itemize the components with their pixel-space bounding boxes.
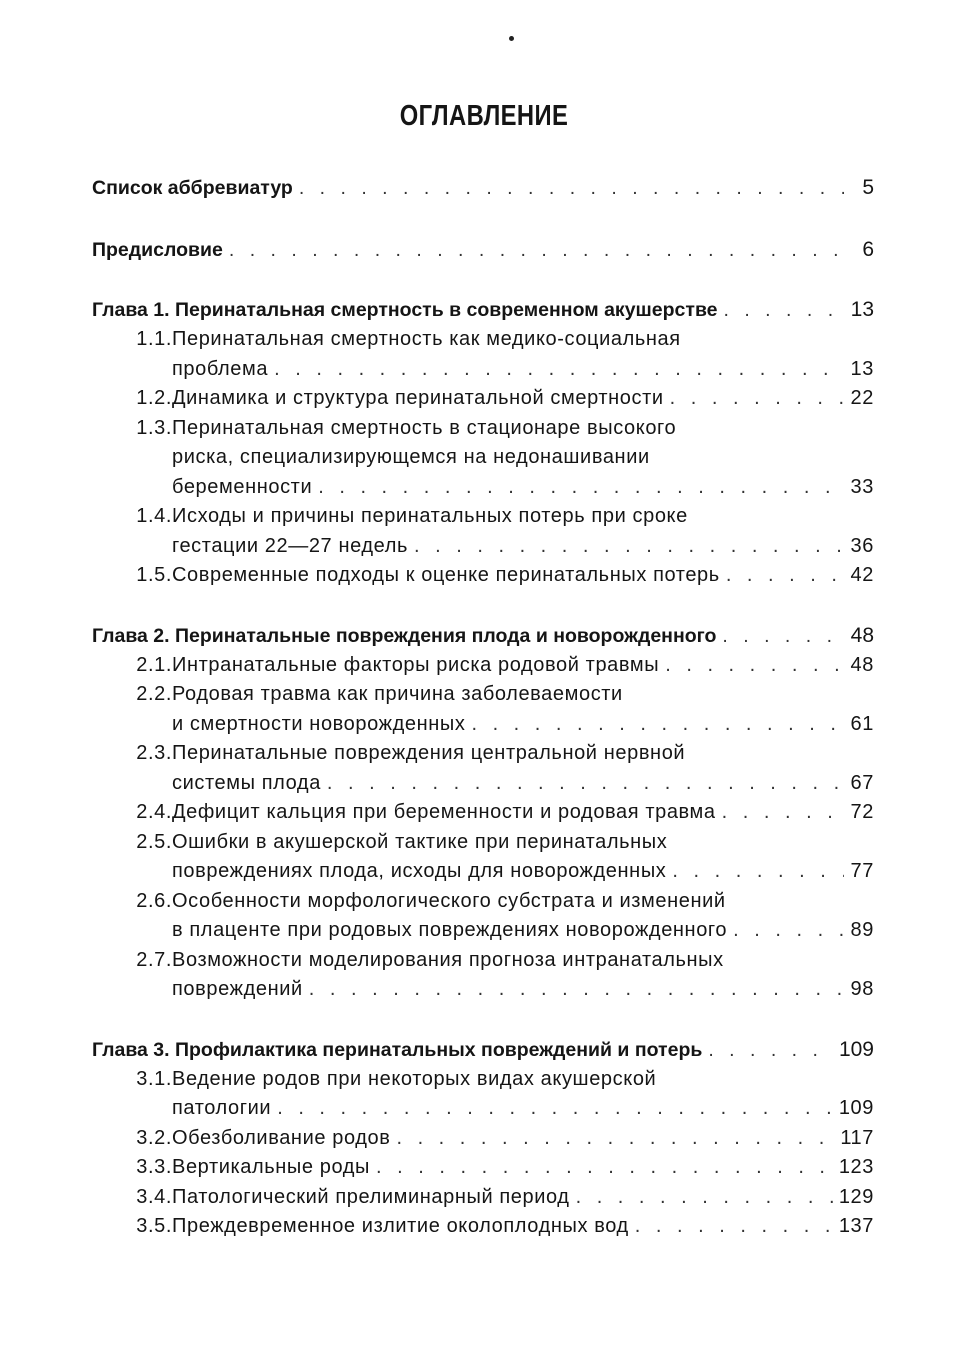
toc-page-number: 61 [850,712,874,735]
dot-leader [635,1212,833,1242]
dot-leader [274,355,844,385]
section-number: 2.7. [136,948,172,971]
toc-section-1-3[interactable] [92,414,874,503]
toc-entry-title: Глава 3. Профилактика перинатальных повреждений и потерь [92,1038,703,1061]
toc-page-number: 36 [850,534,874,557]
toc-page-number: 77 [850,860,874,882]
toc-page-number: 98 [850,978,874,1000]
section-number: 2.6. [136,889,172,912]
toc-section-1-5[interactable] [92,561,874,591]
toc-page-number: 48 [850,653,874,676]
toc-section-2-2[interactable] [92,680,874,739]
toc-section-3-2[interactable] [92,1124,874,1154]
section-title-line: Возможности моделирования прогноза интранатальных [172,948,724,971]
toc-page-number: 22 [850,387,874,409]
dot-leader [327,769,844,799]
toc-entry-title: Список аббревиатур [92,177,293,199]
toc-page-number: 48 [850,623,874,647]
toc-section-2-6[interactable] [92,887,874,946]
toc-page-number: 5 [862,176,874,199]
section-title-line: патологии [172,1097,272,1119]
section-number: 3.1. [136,1067,172,1090]
section-title-line: Исходы и причины перинатальных потерь при сроке [172,505,688,527]
toc-section-2-3[interactable] [92,739,874,798]
toc-page-number: 89 [850,919,874,941]
dot-leader [672,857,844,887]
toc-section-1-2[interactable] [92,384,874,414]
toc-page-number: 72 [850,801,874,823]
toc-section-1-1[interactable] [92,325,874,384]
section-number: 1.4. [136,505,172,527]
section-title-line: риска, специализирующемся на недонашивании [172,446,650,468]
toc-page-number: 42 [850,564,874,586]
dot-leader [726,561,844,591]
toc-section-3-4[interactable] [92,1183,874,1213]
page-title: ОГЛАВЛЕНИЕ [399,100,569,132]
section-title-line: Динамика и структура перинатальной смертности [172,387,664,409]
section-number: 3.2. [136,1126,172,1149]
dot-leader [396,1124,834,1154]
section-title-line: Патологический прелиминарный период [172,1185,570,1208]
section-title-line: Преждевременное излитие околоплодных вод [172,1215,629,1237]
section-title-line: Перинатальные повреждения центральной нервной [172,742,686,764]
toc-page-number: 123 [838,1156,874,1178]
dot-leader [471,710,844,740]
toc-entry-preface[interactable] [92,235,874,265]
toc-section-1-4[interactable] [92,502,874,561]
toc-page-number: 109 [838,1097,874,1119]
dot-leader [376,1153,833,1183]
section-number: 1.5. [136,564,172,586]
section-number: 2.5. [136,830,172,853]
section-title-line: проблема [172,357,269,380]
dot-leader [733,916,844,946]
dot-leader [576,1183,833,1213]
toc-section-3-1[interactable] [92,1065,874,1124]
section-title-line: Перинатальная смертность как медико-социальная [172,328,681,350]
toc-chapter-3[interactable] [92,1035,874,1065]
section-number: 3.3. [136,1156,172,1178]
section-title-line: Ведение родов при некоторых видах акушерской [172,1067,657,1090]
toc-page-number: 117 [840,1126,874,1149]
dot-leader [309,975,844,1005]
section-title-line: Вертикальные роды [172,1156,371,1178]
toc-entry-abbreviations[interactable] [92,173,874,203]
section-title-line: повреждениях плода, исходы для новорожденных [172,860,667,882]
section-number: 2.3. [136,742,172,764]
section-title-line: Перинатальная смертность в стационаре высокого [172,416,677,439]
toc-chapter-1[interactable] [92,295,874,325]
section-title-line: повреждений [172,978,303,1000]
toc-section-2-4[interactable] [92,798,874,828]
section-title-line: Ошибки в акушерской тактике при перинатальных [172,830,668,853]
section-title-line: Особенности морфологического субстрата и изменений [172,889,726,912]
section-number: 2.4. [136,801,172,823]
section-title-line: в плаценте при родовых повреждениях новорожденного [172,919,728,941]
toc-page-number: 109 [838,1037,874,1061]
toc-entry-title: Глава 2. Перинатальные повреждения плода и новорожденного [92,624,717,647]
toc-page-number: 33 [850,475,874,498]
print-dot [509,36,514,41]
toc-page-number: 13 [850,298,874,321]
dot-leader [414,532,844,562]
dot-leader [229,235,844,265]
section-title-line: Дефицит кальция при беременности и родовая травма [172,801,716,823]
dot-leader [722,621,844,651]
toc-section-3-5[interactable] [92,1212,874,1242]
toc-section-2-7[interactable] [92,946,874,1005]
toc-section-2-1[interactable] [92,651,874,681]
toc-page-number: 67 [850,771,874,794]
section-title-line: Интранатальные факторы риска родовой травмы [172,653,660,676]
dot-leader [318,473,844,503]
dot-leader [665,651,844,681]
dot-leader [299,173,844,203]
section-number: 1.2. [136,387,172,409]
dot-leader [724,295,844,325]
section-title-line: Обезболивание родов [172,1126,391,1149]
dot-leader [277,1094,833,1124]
toc-entry-title: Предисловие [92,239,223,261]
toc-page-number: 129 [838,1185,874,1208]
toc-entry-title: Глава 1. Перинатальная смертность в современном акушерстве [92,299,718,321]
dot-leader [722,798,844,828]
table-of-contents [92,173,874,1242]
toc-page-number: 13 [850,357,874,380]
section-number: 1.3. [136,416,172,439]
section-number: 2.1. [136,653,172,676]
toc-section-3-3[interactable] [92,1153,874,1183]
section-title-line: системы плода [172,771,321,794]
toc-chapter-2[interactable] [92,621,874,651]
dot-leader [708,1035,833,1065]
toc-page-number: 6 [862,238,874,261]
section-title-line: Современные подходы к оценке перинатальных потерь [172,564,720,586]
toc-section-2-5[interactable] [92,828,874,887]
dot-leader [670,384,844,414]
section-title-line: и смертности новорожденных [172,712,466,735]
section-title-line: Родовая травма как причина заболеваемости [172,683,623,705]
section-title-line: гестации 22—27 недель [172,534,408,557]
section-number: 3.5. [136,1215,172,1237]
section-number: 1.1. [136,328,172,350]
section-title-line: беременности [172,475,313,498]
section-number: 2.2. [136,683,172,705]
section-number: 3.4. [136,1185,172,1208]
toc-page-number: 137 [838,1215,874,1237]
